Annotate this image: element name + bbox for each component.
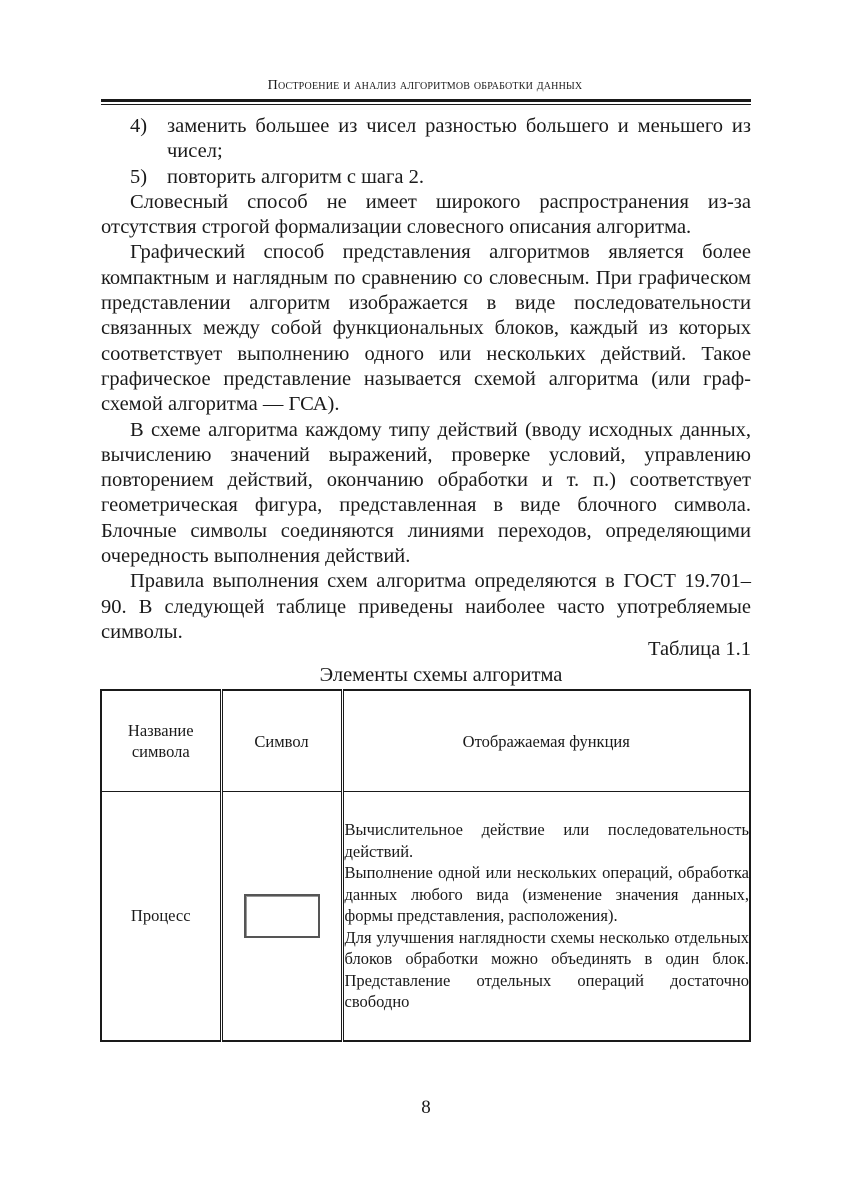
running-head <box>100 78 750 94</box>
function-description <box>342 792 750 1041</box>
paragraph: Графический способ представления алгоритмов является более компактным и наглядным по сравнению со словесным. При графическом представлении алгоритм изображается в виде последовательности связанных между собой функциональных блоков, каждый из которых соответствует выполнению одного или нескольких действий. Такое графическое представление называется схемой алгоритма (или граф-схемой алгоритма — ГСА). <box>101 241 751 416</box>
header-name: Название символа <box>101 690 221 792</box>
header-rule-thin <box>101 104 751 105</box>
list-item-text: повторить алгоритм с шага 2. <box>167 165 425 188</box>
body-text <box>101 114 751 645</box>
list-item <box>101 114 751 165</box>
header-symbol: Символ <box>221 690 342 792</box>
list-item-number: 5) <box>130 165 148 188</box>
list-item-text: заменить большее из чисел разностью большего и меньшего из чисел; <box>167 115 751 163</box>
function-line: Вычислительное действие или последовательность действий. <box>344 820 749 861</box>
page-number: 8 <box>421 1097 431 1118</box>
paragraph: Правила выполнения схем алгоритма определяются в ГОСТ 19.701–90. В следующей таблице приведены наиболее часто употребляемые символы. <box>101 570 751 643</box>
table-header-row <box>101 690 750 792</box>
paragraph: Словесный способ не имеет широкого распространения из-за отсутствия строгой формализации словесного описания алгоритма. <box>101 190 751 239</box>
list-item-number: 4) <box>130 115 148 137</box>
algorithm-elements-table <box>100 689 751 1042</box>
header-rule-thick <box>101 99 751 102</box>
running-head-text: Построение и анализ алгоритмов обработки данных <box>267 78 583 93</box>
table-row <box>101 792 750 1041</box>
symbol-cell <box>221 792 342 1041</box>
paragraph: В схеме алгоритма каждому типу действий (вводу исходных данных, вычислению значений выражений, проверке условий, управлению повторением действий, окончанию обработки и т. п.) соответствует геометрическая фигура, представленная в виде блочного символа. Блочные символы соединяются линиями переходов, определяющими очередность выполнения действий. <box>101 418 751 568</box>
table-title: Элементы схемы алгоритма <box>319 664 563 686</box>
header-function: Отображаемая функция <box>342 690 750 792</box>
function-line: Выполнение одной или нескольких операций, обработка данных любого вида (изменение значения данных, формы представления, расположения). <box>344 863 749 926</box>
function-line: Для улучшения наглядности схемы несколько отдельных блоков обработки можно объединять в один блок. Представление отдельных операций достаточно свободно <box>344 927 749 1012</box>
rectangle-process-icon <box>244 894 320 938</box>
table-number: Таблица 1.1 <box>647 638 751 660</box>
symbol-name: Процесс <box>101 792 221 1041</box>
list-item <box>101 165 751 190</box>
